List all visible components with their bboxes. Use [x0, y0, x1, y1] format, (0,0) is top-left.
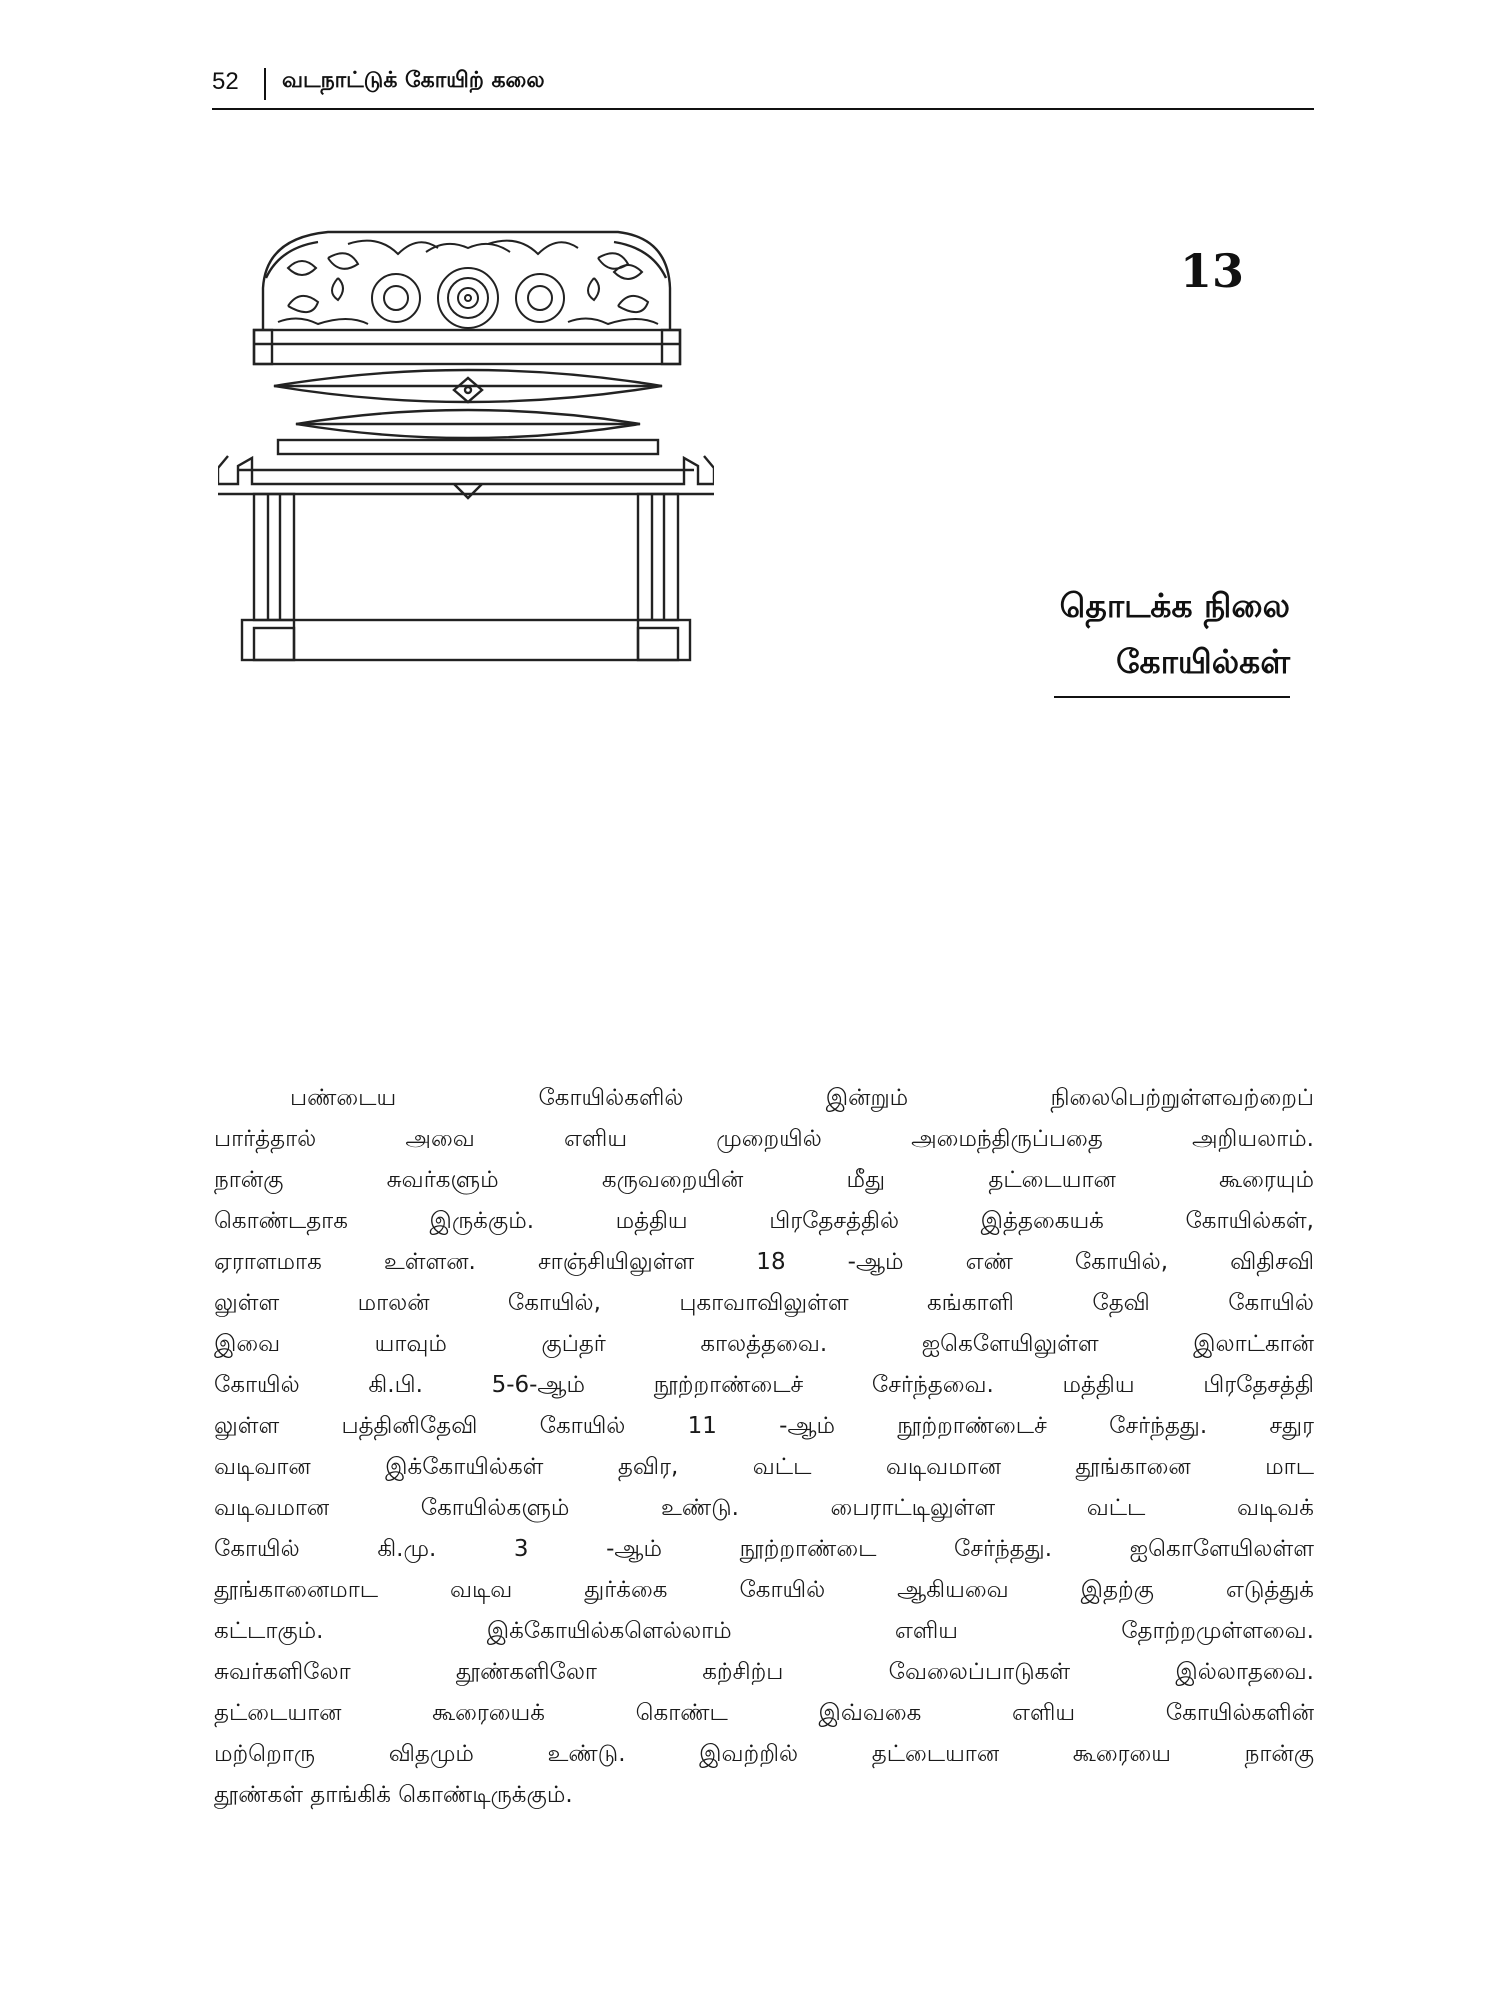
- body-line: தூங்கானைமாட வடிவ துர்க்கை கோயில் ஆகியவை இதற்கு எடுத்துக்: [214, 1577, 1314, 1603]
- body-line: நான்கு சுவர்களும் கருவறையின் மீது தட்டையான கூரையும்: [214, 1167, 1314, 1193]
- body-line: தூண்கள் தாங்கிக் கொண்டிருக்கும்.: [214, 1782, 573, 1808]
- body-line: வடிவமான கோயில்களும் உண்டு. பைராட்டிலுள்ள வட்ட வடிவக்: [214, 1495, 1314, 1521]
- header-separator: [264, 68, 266, 100]
- body-line: கோயில் கி.மு. 3 -ஆம் நூற்றாண்டை சேர்ந்தது. ஐகொளேயிலள்ள: [214, 1536, 1314, 1562]
- chapter-title-line-1: தொடக்க நிலை: [1059, 586, 1290, 625]
- chapter-title-line-2: கோயில்கள்: [1116, 642, 1290, 681]
- body-line: மற்றொரு விதமும் உண்டு. இவற்றில் தட்டையான கூரையை நான்கு: [214, 1741, 1314, 1767]
- body-line: பண்டைய கோயில்களில் இன்றும் நிலைபெற்றுள்ளவற்றைப்: [290, 1085, 1314, 1111]
- running-title: வடநாட்டுக் கோயிற் கலை: [282, 68, 545, 93]
- body-paragraph: [214, 1078, 1314, 1816]
- body-line: கோயில் கி.பி. 5-6-ஆம் நூற்றாண்டைச் சேர்ந்தவை. மத்திய பிரதேசத்தி: [214, 1372, 1314, 1398]
- page-header: [212, 62, 1314, 110]
- body-line: இவை யாவும் குப்தர் காலத்தவை. ஐகெளேயிலுள்ள இலாட்கான்: [214, 1331, 1314, 1357]
- chapter-number: 13: [1180, 244, 1245, 298]
- body-line: சுவர்களிலோ தூண்களிலோ கற்சிற்ப வேலைப்பாடுகள் இல்லாதவை.: [214, 1659, 1314, 1685]
- page-number: 52: [212, 68, 239, 95]
- chapter-title: [960, 578, 1290, 698]
- body-line: லுள்ள மாலன் கோயில், புகாவாவிலுள்ள கங்காளி தேவி கோயில்: [214, 1290, 1314, 1316]
- body-line: பார்த்தால் அவை எளிய முறையில் அமைந்திருப்பதை அறியலாம்.: [214, 1126, 1314, 1152]
- body-line: கொண்டதாக இருக்கும். மத்திய பிரதேசத்தில் இத்தகையக் கோயில்கள்,: [214, 1208, 1314, 1234]
- temple-pavilion-illustration: [218, 218, 714, 662]
- body-line: தட்டையான கூரையைக் கொண்ட இவ்வகை எளிய கோயில்களின்: [214, 1700, 1314, 1726]
- body-line: வடிவான இக்கோயில்கள் தவிர, வட்ட வடிவமான தூங்கானை மாட: [214, 1454, 1314, 1480]
- body-line: லுள்ள பத்தினிதேவி கோயில் 11 -ஆம் நூற்றாண்டைச் சேர்ந்தது. சதுர: [214, 1413, 1314, 1439]
- body-line: கட்டாகும். இக்கோயில்களெல்லாம் எளிய தோற்றமுள்ளவை.: [214, 1618, 1314, 1644]
- body-line: ஏராளமாக உள்ளன. சாஞ்சியிலுள்ள 18 -ஆம் எண் கோயில், விதிசவி: [214, 1249, 1314, 1275]
- title-underline: [1054, 696, 1290, 698]
